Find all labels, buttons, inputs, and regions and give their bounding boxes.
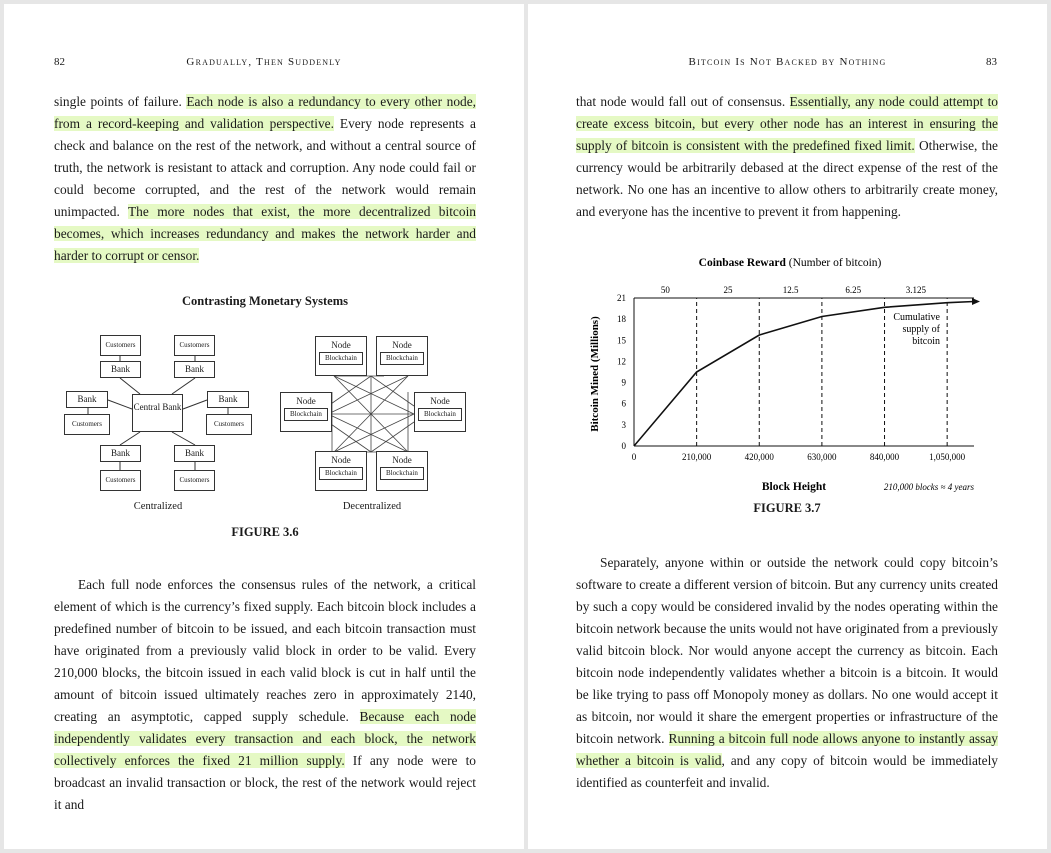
customers-box: Customers <box>100 470 141 491</box>
highlighted-text: Running a bitcoin full node allows anyone to instantly assay whether a bitcoin is valid <box>576 731 998 768</box>
node-box <box>315 451 367 491</box>
left-page <box>4 4 524 849</box>
blockchain-box: Blockchain <box>380 467 424 480</box>
right-page <box>528 4 1047 849</box>
blockchain-box: Blockchain <box>418 408 462 421</box>
x-tick-label: 210,000 <box>682 452 712 462</box>
node-label: Node <box>392 455 412 465</box>
page-number-left: 82 <box>54 56 65 68</box>
x-tick-label: 1,050,000 <box>929 452 966 462</box>
node-box <box>315 336 367 376</box>
y-tick-label: 15 <box>617 335 626 346</box>
customers-box: Customers <box>64 414 110 435</box>
reward-label: 6.25 <box>845 285 862 295</box>
node-box <box>280 392 332 432</box>
right-paragraph-2 <box>576 552 998 794</box>
node-label: Node <box>331 340 351 350</box>
blockchain-box: Blockchain <box>319 352 363 365</box>
customers-box: Customers <box>174 335 215 356</box>
y-tick-labels <box>617 293 627 451</box>
x-tick-label: 0 <box>631 452 637 462</box>
text-span: If any node were to broadcast an invalid transaction or block, the rest of the network would reject it and <box>54 753 477 812</box>
y-tick-label: 9 <box>621 377 626 388</box>
text-span: Otherwise, the currency would be arbitrarily debased at the direct expense of the rest of the network. No one has an incentive to allow others to arbitrarily create money, and everyone has the incentive to prevent it from happening. <box>576 138 998 219</box>
annotation-line: supply of <box>902 324 940 335</box>
reward-label: 50 <box>660 285 670 295</box>
node-label: Node <box>392 340 412 350</box>
bank-box: Bank <box>174 361 215 378</box>
y-tick-label: 18 <box>617 314 626 325</box>
series-annotation <box>893 312 940 347</box>
arrow-head <box>972 298 980 305</box>
chart-note: 210,000 blocks ≈ 4 years <box>883 482 974 492</box>
coinbase-reward-chart <box>528 244 1047 504</box>
highlighted-text: Essentially, any node could attempt to create excess bitcoin, but every other node has an interest in ensuring the supply of bitcoin is consistent with the predefined fixed limit. <box>576 94 998 153</box>
chart-title: Coinbase Reward (Number of bitcoin) <box>698 257 882 269</box>
decentralized-caption: Decentralized <box>342 501 402 512</box>
right-paragraph-1 <box>576 91 998 223</box>
figure-3-6-label: FIGURE 3.6 <box>231 525 299 539</box>
page-number-right: 83 <box>986 56 997 68</box>
reward-label: 3.125 <box>905 285 926 295</box>
x-tick-label: 420,000 <box>744 452 774 462</box>
text-span: , and any copy of bitcoin would be immediately identified as counterfeit and invalid. <box>576 753 998 790</box>
central-bank-box: Central Bank <box>132 394 183 432</box>
bank-box: Bank <box>207 391 249 408</box>
y-axis-label: Bitcoin Mined (Millions) <box>589 316 601 432</box>
centralized-caption: Centralized <box>133 501 183 512</box>
node-label: Node <box>331 455 351 465</box>
x-axis-label: Block Height <box>761 481 827 493</box>
bank-box: Bank <box>100 361 141 378</box>
y-tick-label: 0 <box>621 441 626 451</box>
node-box <box>414 392 466 432</box>
bank-box: Bank <box>174 445 215 462</box>
blockchain-box: Blockchain <box>380 352 424 365</box>
left-paragraph-2 <box>54 574 476 816</box>
bank-box: Bank <box>100 445 141 462</box>
highlighted-text: The more nodes that exist, the more decentralized bitcoin becomes, which increases redundancy and makes the network harder and harder to corrupt or censor. <box>54 204 476 263</box>
bank-box: Bank <box>66 391 108 408</box>
figure-3-6-title: Contrasting Monetary Systems <box>182 294 348 308</box>
running-head-left: Gradually, Then Suddenly <box>186 56 342 68</box>
y-tick-label: 3 <box>621 419 626 430</box>
node-label: Node <box>296 396 316 406</box>
y-tick-label: 12 <box>617 356 626 367</box>
x-tick-label: 630,000 <box>807 452 837 462</box>
reward-label: 12.5 <box>782 285 799 295</box>
annotation-line: bitcoin <box>912 336 940 347</box>
reward-labels <box>661 285 927 295</box>
node-box <box>376 451 428 491</box>
figure-3-7-label: FIGURE 3.7 <box>753 501 821 515</box>
text-span: that node would fall out of consensus. <box>576 94 790 109</box>
node-box <box>376 336 428 376</box>
text-span: Separately, anyone within or outside the network could copy bitcoin’s software to create a different version of bitcoin. But any currency units created by such a copy would be considered invalid by the nodes operating within the bitcoin network because the units would not have originated from a previously valid bitcoin block. Nor would anyone accept the currency as bitcoin. Each bitcoin node independently validates whether a bitcoin is a bitcoin. It would be like trying to pass off Monopoly money as dollars. No one would accept it as bitcoin, nor would it share the emergent properties or infrastructure of the bitcoin network. <box>576 555 998 746</box>
annotation-line: Cumulative <box>893 312 940 323</box>
highlighted-text: Each node is also a redundancy to every other node, from a record-keeping and validation perspective. <box>54 94 477 131</box>
text-span: Every node represents a check and balance on the rest of the network, and without a central source of truth, the network is resistant to attack and corruption. Any node could fail or could become corrupted, and the rest of the network would remain unimpacted. <box>54 116 476 219</box>
reward-label: 25 <box>723 285 733 295</box>
text-span: Each full node enforces the consensus rules of the network, a critical element of which is the currency’s fixed supply. Each bitcoin block includes a predefined number of bitcoin to be issued, and each bitcoin transaction must have originated from a previously valid block in order to be valid. Every 210,000 blocks, the bitcoin issued in each valid block is cut in half until the amount of bitcoin issued ultimately reaches zero in approximately 2140, creating an asymptotic, capped supply schedule. <box>54 577 476 724</box>
x-tick-label: 840,000 <box>869 452 900 462</box>
running-head-right: Bitcoin Is Not Backed by Nothing <box>688 56 887 68</box>
highlighted-text: Because each node independently validates every transaction and each block, the network collectively enforces the fixed 21 million supply. <box>54 709 476 768</box>
y-tick-label: 21 <box>617 293 626 303</box>
customers-box: Customers <box>100 335 141 356</box>
customers-box: Customers <box>174 470 215 491</box>
blockchain-box: Blockchain <box>319 467 363 480</box>
blockchain-box: Blockchain <box>284 408 328 421</box>
x-tick-labels <box>632 452 966 462</box>
node-label: Node <box>430 396 450 406</box>
customers-box: Customers <box>206 414 252 435</box>
text-span: single points of failure. <box>54 94 187 109</box>
y-tick-label: 6 <box>621 398 626 409</box>
